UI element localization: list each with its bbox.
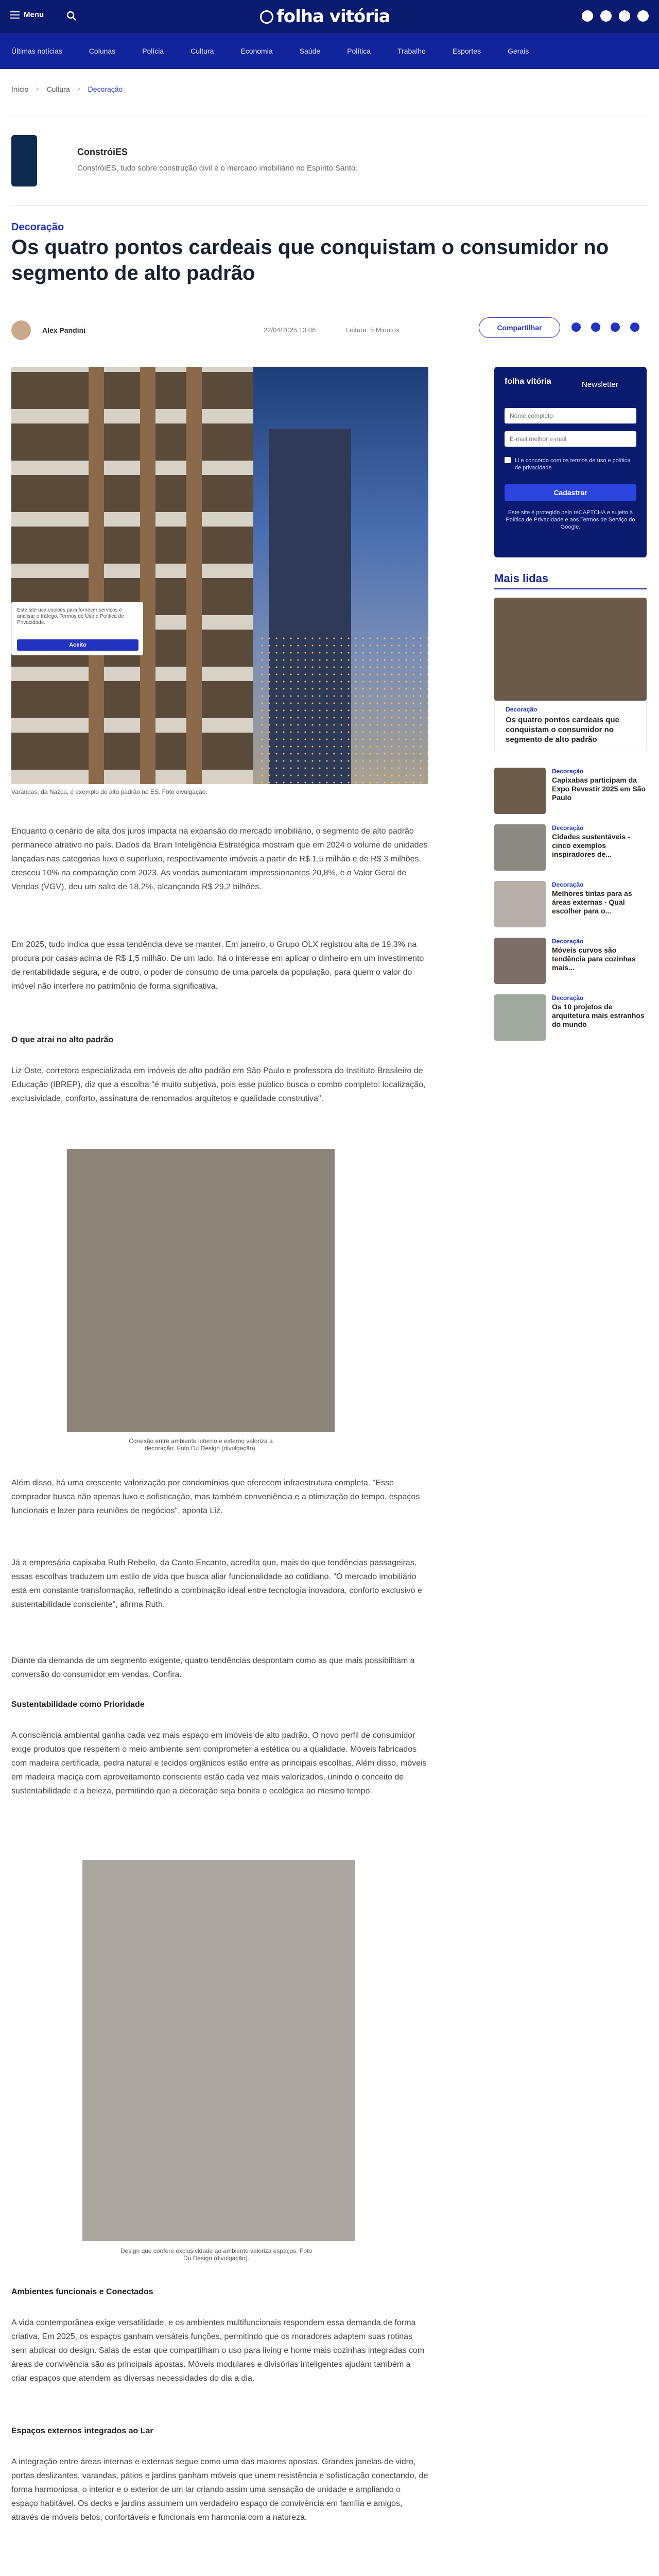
cookie-text: Este site usa cookies para fornecer serviços e analisar o tráfego. Termos de Uso e Política de Privacidade. (17, 607, 124, 625)
paragraph: Já a empresária capixaba Ruth Rebello, da Canto Encanto, acredita que, mais do que tendências passageiras, essas escolhas traduzem um estilo de vida que busca aliar funcionalidade ao cotidiano. "O mercado imobiliário está em constante transformação, refletindo a combinação ideal entre tecnologia inovadora, conforto exclusivo e sustentabilidade consciente", afirma Ruth. (11, 1558, 422, 1609)
instagram-icon[interactable] (600, 10, 612, 22)
hero-caption: Varandas, da Nazca, é exemplo de alto padrão no ES. Foto divulgação. (11, 788, 207, 795)
most-read-item[interactable] (494, 938, 647, 984)
nav-item[interactable]: Política (347, 47, 371, 55)
article-image (82, 1860, 355, 2241)
publish-date: 22/04/2025 13:06 (264, 326, 316, 334)
newsletter-box (494, 367, 647, 557)
nav-item[interactable]: Economia (240, 47, 273, 55)
whatsapp-icon[interactable] (582, 10, 593, 22)
top-bar (0, 0, 659, 33)
nav-item[interactable]: Colunas (89, 47, 116, 55)
consent-checkbox[interactable]: Li e concordo com os termos de uso e política de privacidade (505, 457, 636, 471)
article-image (67, 1149, 335, 1432)
youtube-icon[interactable] (637, 10, 649, 22)
social-links (582, 10, 649, 22)
menu-label: Menu (24, 10, 44, 19)
featured-thumbnail[interactable] (494, 598, 647, 701)
subscribe-button[interactable]: Cadastrar (505, 484, 636, 501)
item-title[interactable]: Os 10 projetos de arquitetura mais estranhos do mundo (552, 1003, 645, 1028)
subheading: Sustentabilidade como Prioridade (11, 1700, 145, 1709)
article-category[interactable]: Decoração (11, 222, 64, 233)
nav-item[interactable]: Saúde (299, 47, 321, 55)
divider (494, 588, 647, 589)
image-caption: Design que confere exclusividade ao ambiente valoriza espaços. Foto Du Design (divulgação). (120, 2247, 313, 2262)
item-category[interactable]: Decoração (552, 938, 584, 945)
subheading: Espaços externos integrados ao Lar (11, 2427, 153, 2435)
menu-button[interactable] (10, 10, 44, 19)
chevron-right-icon: > (36, 86, 40, 93)
breadcrumb-current[interactable]: Decoração (88, 85, 123, 93)
paragraph: A consciência ambiental ganha cada vez mais espaço em imóveis de alto padrão. O novo perfil de consumidor exige produtos que respeitem o meio ambiente sem comprometer a estética ou a qualidade. Móveis fabricados com madeira certificada, pedra natural e tecidos orgânicos estão entre as principais escolhas. Além disso, móveis em madeira maciça com aproveitamento consciente estão cada vez mais valorizados, unindo o conceito de sustentabilidade e a beleza, permitindo que a decoração seja bonita e ecológica ao mesmo tempo. (11, 1731, 427, 1795)
newsletter-title: Newsletter (582, 380, 618, 389)
facebook-icon[interactable] (619, 10, 630, 22)
most-read-item[interactable] (494, 768, 647, 814)
nav-item[interactable]: Polícia (142, 47, 164, 55)
building-facade (11, 367, 253, 784)
item-title[interactable]: Cidades sustentáveis - cinco exemplos inspiradores de... (552, 833, 630, 858)
item-category[interactable]: Decoração (552, 768, 584, 775)
paragraph: Além disso, há uma crescente valorização por condomínios que oferecem infraestrutura completa. "Esse comprador busca não apenas luxo e sofisticação, mas também conveniência e a otimização do tempo, espaços funcionais e lazer para reuniões de negócios", aponta Liz. (11, 1479, 420, 1515)
most-read-item[interactable] (494, 881, 647, 927)
nav-item[interactable]: Cultura (190, 47, 214, 55)
item-title[interactable]: Capixabas participam da Expo Revestir 2025 em São Paulo (552, 776, 646, 802)
chevron-right-icon: > (77, 86, 81, 93)
item-thumbnail[interactable] (494, 938, 546, 984)
read-time: Leitura: 5 Minutos (346, 326, 400, 334)
subheading: O que atrai no alto padrão (11, 1036, 114, 1044)
email-input[interactable] (505, 431, 636, 447)
item-thumbnail[interactable] (494, 824, 546, 871)
paragraph: Diante da demanda de um segmento exigente, quatro tendências despontam como as que mais possibilitam a conversão do consumidor em vendas. Confira. (11, 1656, 415, 1679)
most-read-title: Mais lidas (494, 572, 549, 585)
article-title: Os quatro pontos cardeais que conquistam o consumidor no segmento de alto padrão (11, 236, 609, 284)
share-button[interactable] (479, 317, 560, 338)
column-description: ConstróiES, tudo sobre construção civil e o mercado imobiliário no Espírito Santo. (77, 164, 358, 173)
most-read-item[interactable] (494, 824, 647, 871)
column-name[interactable]: ConstróiES (77, 147, 128, 157)
telegram-icon[interactable] (611, 323, 620, 332)
nav-item[interactable]: Esportes (452, 47, 481, 55)
item-category[interactable]: Decoração (552, 994, 584, 1002)
recaptcha-notice: Este site é protegido pelo reCAPTCHA e sujeito à Política de Privacidade e aos Termos de Serviço do Google. (506, 510, 635, 530)
x-icon[interactable] (591, 323, 600, 332)
paragraph: Em 2025, tudo indica que essa tendência deve se manter. Em janeiro, o Grupo OLX registrou alta de 19,3% na procura por casas acima de R$ 1,5 milhão. De um lado, há o interesse em aplicar o dinheiro em um investimento de rentabilidade segura, e de outro, o poder de consumo de uma parcela da população, para quem o valor do imóvel não interfere no patrimônio de forma significativa. (11, 940, 424, 991)
item-category[interactable]: Decoração (552, 824, 584, 832)
facade-column (89, 367, 104, 784)
most-read-item[interactable] (494, 994, 647, 1041)
facebook-icon[interactable] (571, 323, 581, 332)
paragraph: A vida contemporânea exige versatilidade, e os ambientes multifuncionais respondem essa demanda de forma criativa. Em 2025, os espaços ganham versáteis funções, permitindo que os moradores adaptem suas rotinas sem abdicar do design. Salas de estar que compartilham o uso para living e home mais cozinhas integradas com áreas de convivência são as principais apostas. Móveis modulares e divisórias inteligentes ajudam também a criar espaços que atendem as diversas necessidades do dia a dia. (11, 2318, 425, 2383)
search-icon[interactable] (66, 10, 77, 22)
paragraph: Liz Oste, corretora especializada em imóveis de alto padrão em São Paulo e professora do Instituto Brasileiro de Educação (IBREP), diz que a escolha "é muito subjetiva, pois esse público busca o combo completo: localização, exclusividade, conforto, assinatura de renomados arquitetos e qualidade construtiva". (11, 1066, 426, 1103)
nav-item[interactable]: Últimas notícias (11, 47, 62, 55)
nav-item[interactable]: Gerais (508, 47, 529, 55)
share-icons (571, 323, 639, 332)
item-title[interactable]: Móveis curvos são tendência para cozinhas mais... (552, 946, 636, 972)
breadcrumb (11, 85, 123, 93)
city-lights (258, 635, 428, 784)
facade-column (186, 367, 202, 784)
item-category[interactable]: Decoração (552, 881, 584, 888)
site-logo[interactable] (260, 6, 390, 27)
column-logo[interactable] (11, 135, 37, 187)
divider (11, 205, 648, 206)
hero-image (11, 367, 428, 784)
linkedin-icon[interactable] (630, 323, 639, 332)
accept-cookies-button[interactable]: Aceito (17, 639, 138, 651)
newsletter-logo: folha vitória (505, 377, 551, 386)
item-thumbnail[interactable] (494, 994, 546, 1041)
share-label: Compartilhar (497, 324, 542, 332)
facade-column (140, 367, 155, 784)
image-caption: Conexão entre ambiente interno e externo valoriza a decoração. Foto Du Design (divulgação). (129, 1437, 273, 1452)
paragraph: A integração entre áreas internas e externas segue como uma das maiores apostas. Grandes janelas de vidro, portas deslizantes, varandas, pátios e jardins ganham móveis que unem resistência e sofisticação conectando, de forma harmoniosa, o interior e o exterior de um lar criando assim uma sensação de unidade e ampliando o espaço habitável. Os decks e jardins assumem um verdadeiro espaço de convivência em família e amigos, através de móveis belos, confortáveis e funcionais em harmonia com a natureza. (11, 2458, 428, 2522)
cookie-banner (11, 602, 143, 655)
featured-title[interactable]: Os quatro pontos cardeais que conquistam o consumidor no segmento de alto padrão (506, 716, 619, 744)
subheading: Ambientes funcionais e Conectados (11, 2287, 153, 2296)
item-thumbnail[interactable] (494, 768, 546, 814)
logo-text: folha vitória (276, 6, 390, 27)
paragraph: Enquanto o cenário de alta dos juros impacta na expansão do mercado imobiliário, o segmento de alto padrão permanece atrativo no país. Dados da Brain Inteligência Estratégica mostram que em 2024 o volume de unidades lançadas nas categorias luxo e superluxo, respectivamente imóveis a partir de R$ 1,5 milhão e de R$ 3 milhões, cresceu 10% na comparação com 2023. As vendas aumentaram impressionantes 20,8%, e o Valor Geral de Vendas (VGV), deu um salto de 18,2%, alcançando R$ 29,2 bilhões. (11, 827, 428, 891)
breadcrumb-section[interactable]: Cultura (46, 85, 70, 93)
logo-mark-icon (260, 10, 273, 24)
author-name[interactable]: Alex Pandini (42, 326, 86, 334)
name-input[interactable] (505, 408, 636, 423)
nav-item[interactable]: Trabalho (397, 47, 426, 55)
category-nav (0, 33, 659, 69)
item-title[interactable]: Melhores tintas para as áreas externas - Qual escolher para o... (552, 889, 632, 915)
breadcrumb-home[interactable]: Início (11, 85, 29, 93)
item-thumbnail[interactable] (494, 881, 546, 927)
hamburger-icon (10, 11, 20, 19)
featured-category[interactable]: Decoração (506, 706, 537, 713)
author-avatar[interactable] (11, 320, 31, 340)
